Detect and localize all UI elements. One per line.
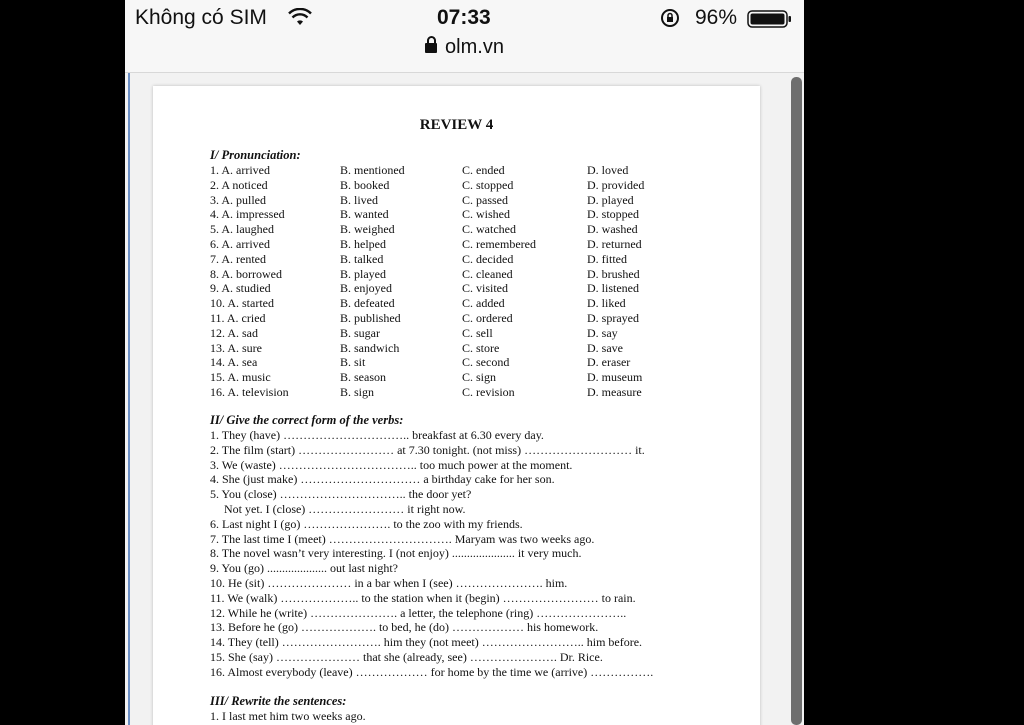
pronunciation-option: B. lived [340, 192, 378, 207]
pronunciation-option: B. season [340, 370, 386, 385]
pronunciation-option: D. stopped [587, 207, 639, 222]
status-bar [125, 0, 804, 73]
pronunciation-option: B. sign [340, 385, 375, 399]
verb-exercise-item: 13. Before he (go) ………………. to bed, he (do) ……………… his homework. [210, 620, 599, 635]
pronunciation-option: D. sprayed [587, 311, 639, 325]
pronunciation-option: B. mentioned [340, 163, 405, 177]
pronunciation-option: D. save [587, 340, 623, 355]
battery-icon [747, 10, 793, 28]
verb-exercise-item: 15. She (say) ………………… that she (already, see) …………………. Dr. Rice. [210, 650, 603, 664]
document-title: REVIEW 4 [419, 117, 494, 133]
pronunciation-option: B. wanted [340, 207, 389, 222]
pronunciation-option: C. ended [462, 163, 505, 177]
verb-exercise-item: 4. She (just make) ………………………… a birthday cake for her son. [210, 472, 555, 487]
pronunciation-option: D. eraser [587, 355, 631, 370]
pronunciation-option: C. sign [462, 370, 497, 385]
pronunciation-option: C. watched [462, 222, 516, 237]
pronunciation-option: C. wished [462, 207, 510, 222]
pronunciation-option: D. fitted [587, 251, 627, 266]
verb-exercise-item: 11. We (walk) ……………….. to the station when it (begin) …………………… to rain. [210, 590, 636, 605]
pronunciation-option: C. added [462, 296, 505, 311]
pronunciation-option: C. ordered [462, 311, 513, 325]
address-bar[interactable] [125, 36, 804, 59]
pronunciation-option: D. measure [587, 385, 642, 399]
pronunciation-option: 14. A. sea [210, 355, 258, 370]
section-pronunciation-heading: I/ Pronunciation: [210, 148, 301, 162]
pronunciation-option: D. museum [587, 370, 643, 385]
pronunciation-option: 3. A. pulled [210, 192, 266, 207]
wifi-icon [288, 8, 312, 26]
verb-exercise-item: 10. He (sit) ………………… in a bar when I (see) …………………. him. [210, 576, 568, 590]
battery-percent: 96% [695, 6, 738, 29]
pronunciation-option: C. decided [462, 251, 514, 266]
pronunciation-option: D. brushed [587, 266, 640, 281]
pronunciation-option: C. sell [462, 325, 493, 340]
verb-exercise-item: 1. They (have) ………………………….. breakfast at 6.30 every day. [210, 428, 544, 442]
left-border [128, 73, 130, 725]
pronunciation-option: D. listened [587, 281, 639, 296]
section-verbs-heading: II/ Give the correct form of the verbs: [210, 413, 404, 427]
section-rewrite-heading: III/ Rewrite the sentences: [210, 694, 347, 708]
pronunciation-option: D. liked [587, 296, 626, 311]
scrollbar[interactable] [791, 77, 802, 725]
pronunciation-option: D. say [587, 325, 618, 340]
verb-exercise-item: 2. The film (start) …………………… at 7.30 tonight. (not miss) ……………………… it. [210, 442, 645, 457]
pronunciation-option: B. published [340, 311, 401, 325]
verb-exercise-item: 3. We (waste) …………………………….. too much power at the moment. [210, 457, 573, 472]
pronunciation-option: D. returned [587, 237, 642, 251]
pronunciation-option: B. sit [340, 355, 366, 370]
lock-icon [425, 43, 437, 53]
pronunciation-option: 2. A noticed [210, 177, 268, 192]
pronunciation-option: 12. A. sad [210, 325, 258, 340]
pronunciation-option: B. helped [340, 237, 386, 251]
pronunciation-option: C. passed [462, 192, 508, 207]
document-page [153, 86, 760, 725]
pronunciation-option: 16. A. television [210, 385, 289, 399]
pronunciation-option: 5. A. laughed [210, 222, 274, 237]
pronunciation-option: 9. A. studied [210, 281, 271, 296]
pronunciation-option: C. revision [462, 385, 515, 399]
pronunciation-option: B. booked [340, 177, 390, 192]
pronunciation-option: 10. A. started [210, 296, 274, 311]
pronunciation-option: 7. A. rented [210, 251, 266, 266]
pronunciation-option: 11. A. cried [210, 311, 266, 325]
pronunciation-option: D. washed [587, 222, 638, 237]
pronunciation-option: C. visited [462, 281, 509, 296]
pronunciation-option: B. sandwich [340, 340, 400, 355]
pronunciation-option: 13. A. sure [210, 340, 262, 355]
verb-exercise-item: 6. Last night I (go) …………………. to the zoo with my friends. [210, 516, 523, 531]
pronunciation-option: C. second [462, 355, 510, 370]
url-text: olm.vn [445, 36, 504, 58]
pronunciation-option: 8. A. borrowed [210, 266, 282, 281]
verb-exercise-item: 8. The novel wasn’t very interesting. I (not enjoy) ..................... it very much. [210, 546, 582, 561]
rotation-lock-icon [660, 8, 680, 28]
pronunciation-option: D. loved [587, 163, 629, 177]
verb-exercise-item: 16. Almost everybody (leave) ……………… for home by the time we (arrive) ……………. [210, 664, 654, 679]
pronunciation-option: B. played [340, 266, 386, 281]
verb-exercise-item: 9. You (go) .................... out last night? [210, 561, 399, 576]
pronunciation-option: C. stopped [462, 177, 514, 192]
pronunciation-option: C. remembered [462, 237, 536, 251]
pronunciation-option: D. provided [587, 177, 645, 192]
pronunciation-option: B. sugar [340, 325, 380, 340]
pronunciation-option: D. played [587, 192, 634, 207]
rewrite-item: 1. I last met him two weeks ago. [210, 709, 366, 723]
pronunciation-option: 15. A. music [210, 370, 271, 385]
pronunciation-option: 1. A. arrived [210, 163, 270, 177]
verb-exercise-item: Not yet. I (close) …………………… it right now. [224, 502, 466, 516]
carrier-label: Không có SIM [135, 6, 267, 29]
web-content[interactable] [125, 73, 804, 725]
pronunciation-option: B. defeated [340, 296, 395, 311]
phone-screen [125, 0, 804, 725]
verb-exercise-item: 7. The last time I (meet) …………………………. Maryam was two weeks ago. [210, 531, 595, 546]
pronunciation-option: C. cleaned [462, 266, 513, 281]
verb-exercise-item: 12. While he (write) …………………. a letter, the telephone (ring) ………………….. [210, 605, 627, 620]
pronunciation-option: B. weighed [340, 222, 395, 237]
pronunciation-option: B. enjoyed [340, 281, 392, 296]
verb-exercise-item: 14. They (tell) ……………………. him they (not meet) …………………….. him before. [210, 635, 643, 650]
pronunciation-option: 6. A. arrived [210, 237, 270, 251]
pronunciation-option: C. store [462, 340, 500, 355]
clock: 07:33 [437, 6, 491, 29]
pronunciation-option: B. talked [340, 251, 384, 266]
verb-exercise-item: 5. You (close) ………………………….. the door yet? [210, 487, 472, 502]
pronunciation-option: 4. A. impressed [210, 207, 285, 222]
